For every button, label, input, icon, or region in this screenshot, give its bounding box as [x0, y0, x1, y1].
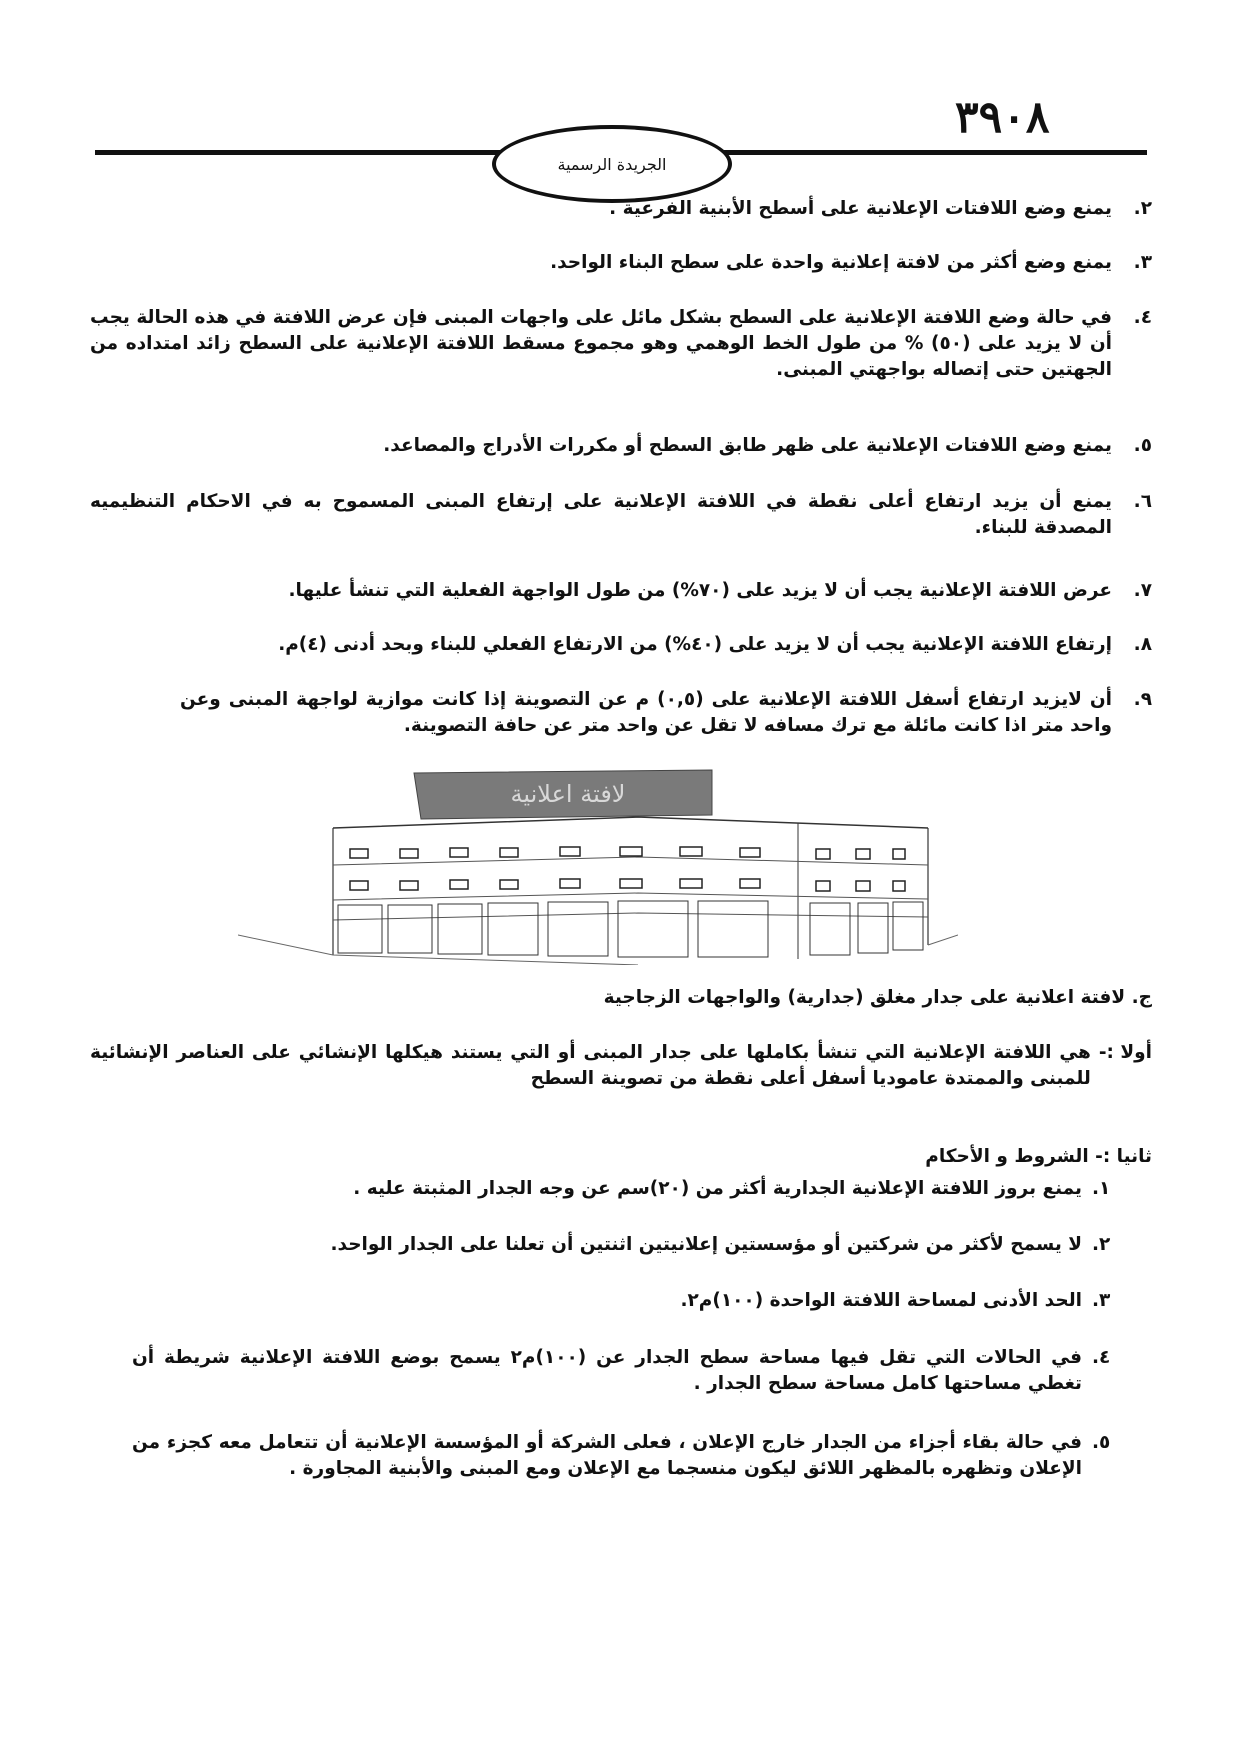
- item-number: ٢.: [1092, 1234, 1111, 1255]
- item-text: يمنع بروز اللافتة الإعلانية الجدارية أكثر من (٢٠)سم عن وجه الجدار المثبتة عليه .: [353, 1178, 1082, 1199]
- section-c-heading: ج. لافتة اعلانية على جدار مغلق (جدارية) والواجهات الزجاجية: [603, 987, 1152, 1008]
- list-item: [90, 578, 1152, 604]
- item-number: ٥.: [1092, 1432, 1111, 1453]
- item-number: ٦.: [1133, 491, 1152, 512]
- list-item: [90, 632, 1152, 658]
- item-text: لا يسمح لأكثر من شركتين أو مؤسستين إعلانيتين اثنتين أن تعلنا على الجدار الواحد.: [330, 1234, 1082, 1255]
- item-text: في الحالات التي تقل فيها مساحة سطح الجدار عن (١٠٠)م٢ يسمح بوضع اللافتة الإعلانية شريطة أن تغطي مساحتها كامل مساحة سطح الجدار .: [132, 1347, 1083, 1394]
- item-number: ٣.: [1133, 252, 1152, 273]
- list-item: [132, 1176, 1152, 1202]
- list-item: [132, 1288, 1152, 1314]
- item-number: ٩.: [1133, 689, 1152, 710]
- item-text: يمنع وضع اللافتات الإعلانية على ظهر طابق السطح أو مكررات الأدراج والمصاعد.: [383, 435, 1112, 456]
- list-item: [90, 489, 1152, 541]
- item-number: ٣.: [1092, 1290, 1111, 1311]
- gazette-title-badge: [492, 125, 732, 203]
- item-text: في حالة بقاء أجزاء من الجدار خارج الإعلان ، فعلى الشركة أو المؤسسة الإعلانية أن تتعامل معه كجزء من الإعلان وتظهره بالمظهر اللائق ليكون منسجما مع الإعلان ومع المبنى والأبنية المجاورة .: [132, 1432, 1082, 1479]
- building-billboard-illustration: [238, 765, 958, 965]
- billboard-text: لافتة اعلانية: [510, 780, 626, 808]
- item-text: في حالة وضع اللافتة الإعلانية على السطح بشكل مائل على واجهات المبنى فإن عرض اللافتة في هذه الحالة يجب أن لا يزيد على (٥٠) % من طول الخط الوهمي وهو مجموع مسقط اللافتة الإعلانية على السطح زائد امتداده من الجهتين حتى إتصاله بواجهتي المبنى.: [90, 307, 1112, 380]
- item-number: ١.: [1092, 1178, 1111, 1199]
- item-text: عرض اللافتة الإعلانية يجب أن لا يزيد على (٧٠%) من طول الواجهة الفعلية التي تنشأ عليها.: [288, 580, 1112, 601]
- list-item: [132, 1232, 1152, 1258]
- item-text: يمنع وضع أكثر من لافتة إعلانية واحدة على سطح البناء الواحد.: [550, 252, 1112, 273]
- list-item: [90, 305, 1152, 383]
- item-text: الحد الأدنى لمساحة اللافتة الواحدة (١٠٠)م٢.: [680, 1290, 1082, 1311]
- first-label: أولا :-: [1098, 1042, 1152, 1063]
- item-number: ٤.: [1092, 1347, 1111, 1368]
- item-text: أن لايزيد ارتفاع أسفل اللافتة الإعلانية على (٠,٥) م عن التصوينة إذا كانت موازية لواجهة المبنى وعن واحد متر اذا كانت مائلة مع ترك مسافه لا تقل عن واحد متر عن حافة التصوينة.: [180, 689, 1112, 736]
- definition-paragraph: [90, 1040, 1152, 1092]
- item-number: ٨.: [1133, 634, 1152, 655]
- item-text: إرتفاع اللافتة الإعلانية يجب أن لا يزيد على (٤٠%) من الارتفاع الفعلي للبناء وبحد أدنى (٤)م.: [278, 634, 1112, 655]
- item-text: يمنع وضع اللافتات الإعلانية على أسطح الأبنية الفرعية .: [609, 198, 1112, 219]
- list-item: [132, 1345, 1152, 1397]
- first-text: هي اللافتة الإعلانية التي تنشأ بكاملها على جدار المبنى أو التي يستند هيكلها الإنشائي على العناصر الإنشائية للمبنى والممتدة عاموديا أسفل أعلى نقطة من تصوينة السطح: [90, 1042, 1091, 1089]
- list-item: [90, 196, 1152, 222]
- item-number: ٤.: [1133, 307, 1152, 328]
- item-text: يمنع أن يزيد ارتفاع أعلى نقطة في اللافتة الإعلانية على إرتفاع المبنى المسموح به في الاحكام التنظيميه المصدقة للبناء.: [90, 491, 1112, 538]
- list-item: [90, 687, 1152, 739]
- conditions-heading: ثانيا :- الشروط و الأحكام: [925, 1146, 1152, 1167]
- gazette-title: الجريدة الرسمية: [557, 154, 667, 174]
- item-number: ٥.: [1133, 435, 1152, 456]
- list-item: [132, 1430, 1152, 1482]
- item-number: ٢.: [1133, 198, 1152, 219]
- item-number: ٧.: [1133, 580, 1152, 601]
- list-item: [90, 433, 1152, 459]
- page-number: ٣٩٠٨: [955, 92, 1050, 143]
- list-item: [90, 250, 1152, 276]
